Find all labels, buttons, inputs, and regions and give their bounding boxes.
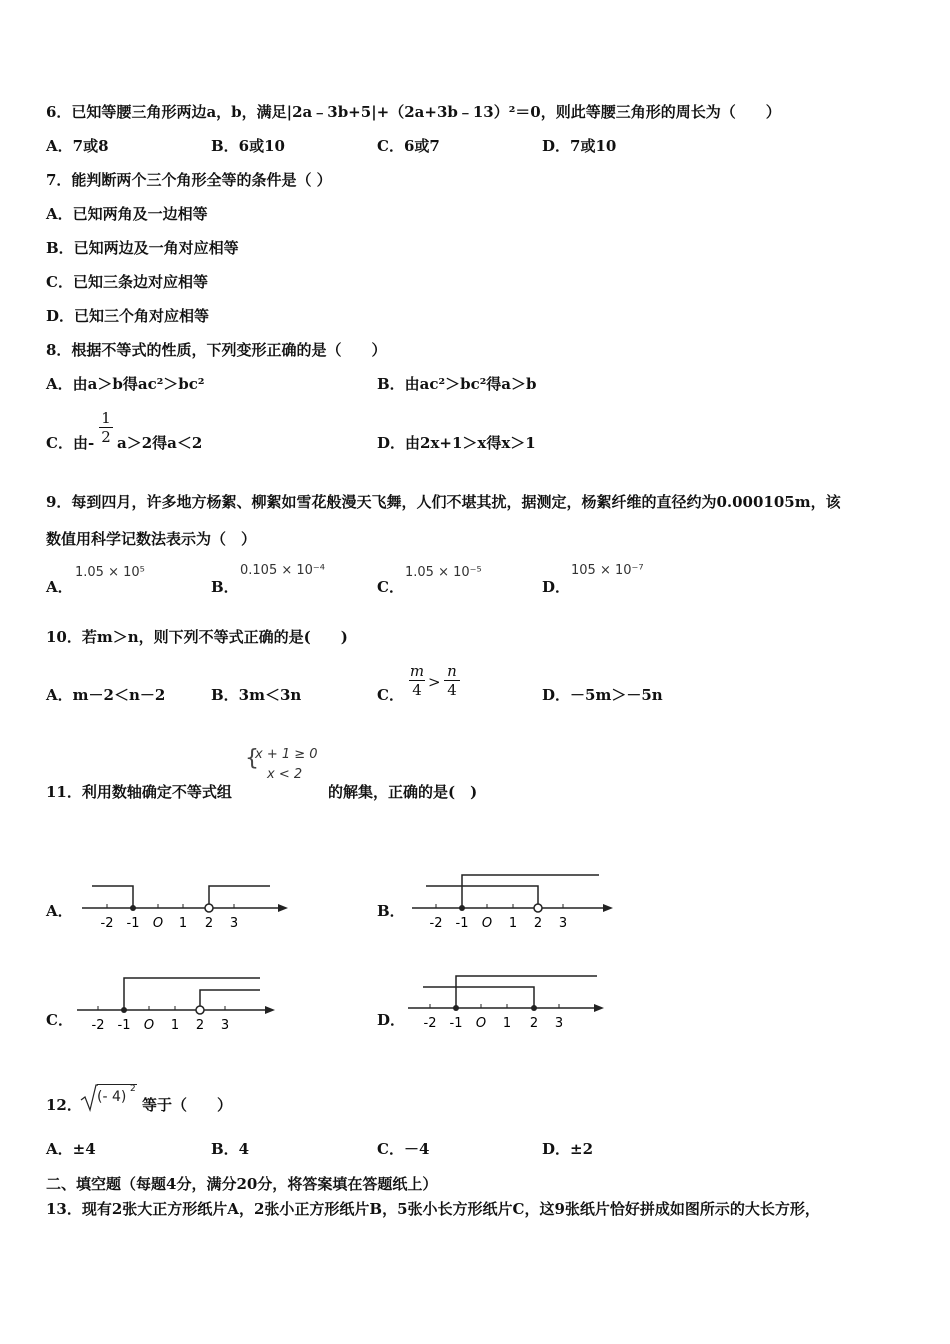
tick-label: -1 (455, 916, 469, 931)
q12-prefix: 12． (46, 1096, 82, 1114)
q6-option-c: C．6或7 (377, 137, 440, 155)
q9-label-d: D． (542, 578, 571, 596)
q10-option-b: B．3m＜3n (211, 686, 302, 704)
tick-label: 1 (178, 916, 188, 931)
q9-value-b: 0.105 × 10⁻⁴ (240, 563, 325, 578)
q7-option-d: D．已知三个角对应相等 (46, 307, 210, 325)
sqrt-radicand: (- 4) (97, 1089, 127, 1105)
tick-label: -2 (423, 1016, 437, 1031)
tick-label: -1 (117, 1018, 131, 1033)
q6-option-b: B．6或10 (211, 137, 285, 155)
q11-number-line-a (82, 875, 292, 935)
tick-label: 1 (508, 916, 518, 931)
greater-than-sign: > (428, 673, 441, 691)
tick-label: O (475, 1016, 487, 1031)
q10-option-a: A．m－2＜n－2 (46, 686, 166, 704)
q8-stem: 8．根据不等式的性质，下列变形正确的是（ ） (46, 341, 387, 359)
q11-label-c: C． (46, 1011, 73, 1029)
system-line-1: x + 1 ≥ 0 (255, 747, 318, 762)
tick-label: -1 (449, 1016, 463, 1031)
tick-label: 1 (170, 1018, 180, 1033)
q8-option-c-suffix: a＞2得a＜2 (117, 434, 203, 452)
tick-label: 3 (229, 916, 239, 931)
fraction-denominator: 4 (444, 680, 460, 699)
q7-option-c: C．已知三条边对应相等 (46, 273, 208, 291)
q12-option-d: D．±2 (542, 1140, 594, 1158)
q9-stem-line2: 数值用科学记数法表示为（ ） (46, 530, 257, 548)
q11-label-b: B． (377, 902, 405, 920)
q11-number-line-b (412, 867, 622, 935)
sqrt-exponent: 2 (130, 1084, 136, 1094)
q10-fraction-n (444, 662, 460, 699)
q9-value-c: 1.05 × 10⁻⁵ (405, 565, 482, 580)
q13-stem: 13．现有2张大正方形纸片A，2张小正方形纸片B，5张小长方形纸片C，这9张纸片恰好拼成如图所示的大长方形， (46, 1200, 820, 1218)
q8-option-c-fraction (99, 409, 113, 446)
q9-stem-line1: 9．每到四月，许多地方杨絮、柳絮如雪花般漫天飞舞，人们不堪其扰，据测定，杨絮纤维的直径约为0.000105m，该 (46, 493, 841, 511)
sqrt-radical-icon (80, 1082, 98, 1114)
q12-option-a: A．±4 (46, 1140, 96, 1158)
q9-label-c: C． (377, 578, 404, 596)
fraction-denominator: 2 (99, 427, 113, 446)
q6-stem: 6．已知等腰三角形两边a，b，满足|2a﹣3b+5|+（2a+3b﹣13）²＝0，则此等腰三角形的周长为（ ） (46, 103, 781, 121)
q10-option-d: D．－5m＞－5n (542, 686, 663, 704)
q11-stem-suffix: 的解集，正确的是( ) (328, 783, 478, 801)
section-heading: 二、填空题（每题4分，满分20分，将答案填在答题纸上） (46, 1175, 438, 1193)
q11-number-line-d (408, 968, 618, 1036)
tick-label: 3 (558, 916, 568, 931)
q6-option-a: A．7或8 (46, 137, 109, 155)
tick-label: 3 (554, 1016, 564, 1031)
fraction-numerator: 1 (101, 409, 111, 427)
q7-option-b: B．已知两边及一角对应相等 (46, 239, 239, 257)
left-brace-icon: { (245, 746, 259, 771)
tick-label: 1 (502, 1016, 512, 1031)
tick-label: -1 (126, 916, 140, 931)
tick-label: 3 (220, 1018, 230, 1033)
q9-label-a: A． (46, 578, 73, 596)
tick-label: 2 (529, 1016, 539, 1031)
q9-value-d: 105 × 10⁻⁷ (571, 563, 644, 578)
q8-option-d: D．由2x+1＞x得x＞1 (377, 434, 536, 452)
tick-label: -2 (91, 1018, 105, 1033)
q8-option-c-prefix: C．由- (46, 434, 95, 452)
q10-option-c-label: C． (377, 686, 404, 704)
tick-label: O (152, 916, 164, 931)
tick-label: 2 (204, 916, 214, 931)
q12-suffix: 等于（ ） (142, 1096, 233, 1114)
fraction-denominator: 4 (409, 680, 425, 699)
q10-fraction-m (409, 662, 425, 699)
q6-option-d: D．7或10 (542, 137, 617, 155)
q7-stem: 7．能判断两个三个角形全等的条件是（ ） (46, 171, 332, 189)
tick-label: O (481, 916, 493, 931)
fraction-numerator: n (447, 662, 457, 680)
q10-stem: 10．若m＞n，则下列不等式正确的是( ) (46, 628, 348, 646)
q8-option-b: B．由ac²＞bc²得a＞b (377, 375, 537, 393)
q11-label-a: A． (46, 902, 73, 920)
q12-option-b: B．4 (211, 1140, 250, 1158)
q11-label-d: D． (377, 1011, 406, 1029)
tick-label: -2 (100, 916, 114, 931)
q7-option-a: A．已知两角及一边相等 (46, 205, 208, 223)
q9-value-a: 1.05 × 10⁵ (75, 565, 145, 580)
q12-option-c: C．－4 (377, 1140, 430, 1158)
tick-label: 2 (533, 916, 543, 931)
q11-stem-prefix: 11．利用数轴确定不等式组 (46, 783, 232, 801)
fraction-numerator: m (409, 662, 425, 680)
tick-label: O (143, 1018, 155, 1033)
tick-label: -2 (429, 916, 443, 931)
tick-label: 2 (195, 1018, 205, 1033)
q8-option-a: A．由a＞b得ac²＞bc² (46, 375, 205, 393)
system-line-2: x < 2 (267, 767, 303, 782)
q11-number-line-c (77, 970, 287, 1040)
q9-label-b: B． (211, 578, 239, 596)
